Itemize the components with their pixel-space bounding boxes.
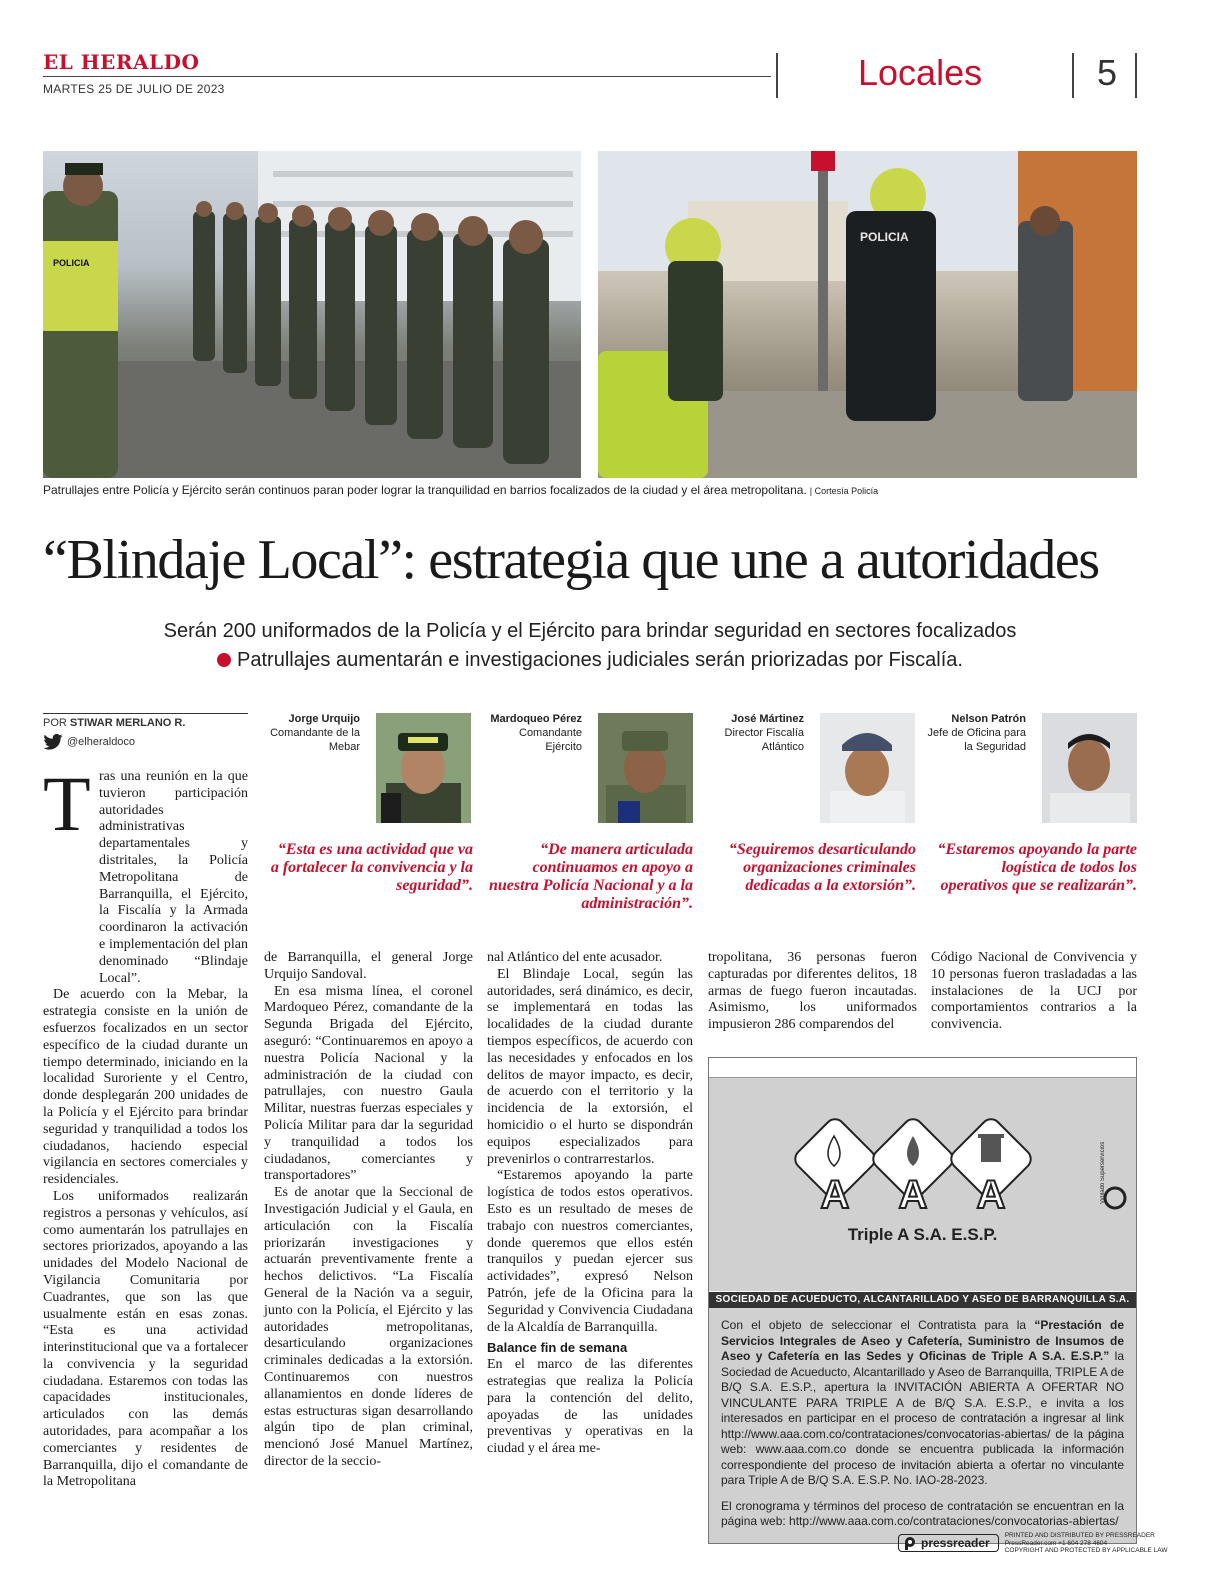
- ad-text: la Sociedad de Acueducto, Alcantarillado y Aseo de Barranquilla, TRIPLE A de B/Q S.A. E.S.P., apertura la INVITACIÓN ABIERTA A OFERTAR NO VINCULANTE PARA TRIPLE A de B/Q S.A. E.S.P., e invita a los interesados en participar en el proceso de contratación a ingresar al link http://www.aaa.com.co/contrataciones/convocatorias-abiertas/ de la página web: www.aaa.com.co donde se encuentra publicada la información correspondiente del proceso de invitación abierta a ofertar no vinculante para Triple A de B/Q S.A. E.S.P. No. IAO-28-2023.: [721, 1349, 1124, 1487]
- article-column-4: [708, 950, 917, 1034]
- pull-quote-martinez: “Seguiremos desarticulando organizaciones criminales dedicadas a la extorsión”.: [728, 841, 916, 894]
- paragraph: De acuerdo con la Mebar, la estrategia consiste en la unión de esfuerzos focalizados en un sector específico de la ciudad durante un tiempo determinado, iniciando en la localidad Suroriente y el Centro, donde desplegarán 200 unidades de la Policía y el Ejército para brindar seguridad y tranquilidad a todos los ciudadanos, haciendo especial vigilancia en sectores comerciales y residenciales.: [43, 987, 248, 1188]
- subheadline-text: Patrullajes aumentarán e investigaciones judiciales serán priorizadas por Fiscalía.: [237, 649, 963, 671]
- pull-quote-urquijo: “Esta es una actividad que va a fortalecer la convivencia y la seguridad”.: [270, 841, 473, 894]
- caption-text: Patrullajes entre Policía y Ejército serán continuos paran poder lograr la tranquilidad en barrios focalizados de la ciudad y el área metropolitana.: [43, 483, 807, 497]
- ad-text: Con el objeto de seleccionar el Contratista para la: [721, 1318, 1035, 1332]
- profile-name-martinez: [700, 712, 804, 754]
- portrait-patron: [1042, 713, 1137, 823]
- paragraph: de Barranquilla, el general Jorge Urquijo Sandoval.: [264, 950, 473, 982]
- photo-police-patrol: [598, 151, 1137, 478]
- byline: [43, 717, 185, 729]
- byline-rule: [43, 713, 248, 714]
- profile-name: José Mártinez: [731, 713, 804, 725]
- portrait-perez: [598, 713, 693, 823]
- ad-text-bold: “Prestación de Servicios Integrales de Aseo y Cafetería, Suministro de Insumos de Aseo y Cafetería en las Sedes y Oficinas de Triple A S.A. E.S.P.”: [721, 1318, 1125, 1363]
- article-column-5: [931, 950, 1137, 1034]
- paragraph: En el marco de las diferentes estrategias que realiza la Policía para la contención del delito, apoyadas de las unidades preventivas y operativas en la ciudad y el área me-: [487, 1357, 693, 1457]
- svg-text:A: A: [820, 1173, 850, 1217]
- pull-quote-patron: “Estaremos apoyando la parte logística de todos los operativos que se realizarán”.: [937, 841, 1137, 894]
- footer-line: PRINTED AND DISTRIBUTED BY PRESSREADER: [1004, 1532, 1155, 1539]
- ad-vigilado: Vigilado Superservicios: [1100, 1141, 1106, 1205]
- article-column-2: [264, 950, 473, 1471]
- pressreader-icon: [903, 1536, 917, 1550]
- twitter-bird-icon: [43, 734, 63, 750]
- twitter-handle-text: @elheraldoco: [67, 736, 136, 748]
- footer-line: COPYRIGHT AND PROTECTED BY APPLICABLE LAW: [1004, 1547, 1168, 1554]
- profile-name: Nelson Patrón: [951, 713, 1026, 725]
- profile-name: Mardoqueo Pérez: [490, 713, 582, 725]
- profile-role: Director Fiscalía Atlántico: [724, 727, 804, 753]
- pressreader-brand: pressreader: [921, 1536, 990, 1551]
- photo-police-patrol-illustration: [598, 151, 1137, 478]
- article-headline: “Blindaje Local”: estrategia que une a autoridades: [43, 529, 1099, 591]
- ad-logo-panel: [709, 1077, 1136, 1291]
- profile-name-perez: [485, 712, 582, 754]
- pressreader-logo: [898, 1534, 999, 1552]
- paragraph: [43, 760, 248, 987]
- pressreader-info: [1005, 1532, 1168, 1555]
- portrait-perez-illustration: [598, 713, 693, 823]
- paragraph: El Blindaje Local, según las autoridades, será dinámico, es decir, se implementará en todas las localidades de la ciudad durante tiempos específicos, de acuerdo con las necesidades y enfocados en los delitos de mayor impacto, es decir, de acuerdo con el territorio y la incidencia de la extorsión, el homicidio o el hurto se dispondrán equipos especializados para prevenirlos o contrarrestarlos.: [487, 966, 693, 1167]
- profile-role: Comandante Ejército: [519, 727, 582, 753]
- vest-label: POLICIA: [860, 230, 909, 244]
- paragraph: tropolitana, 36 personas fueron capturadas por diferentes delitos, 18 armas de fuego fueron incautadas. Asimismo, los uniformados impusieron 286 comparendos del: [708, 950, 917, 1033]
- paragraph: Los uniformados realizarán registros a personas y vehículos, así como aumentarán los patrullajes en sectores priorizados, apoyando a las unidades del Modelo Nacional de Vigilancia Comunitaria por Cuadrantes, que son las que usualmente están en esas zonas. “Esta es una actividad interinstitucional que va a fortalecer la convivencia y la seguridad ciudadana. Estaremos con todas las capacidades institucionales, articulados con las demás autoridades, para acompañar a los comerciantes y residentes de Barranquilla, dijo el comandante de la Metropolitana: [43, 1188, 248, 1490]
- profile-role: Comandante de la Mebar: [270, 727, 360, 753]
- portrait-patron-illustration: [1042, 713, 1137, 823]
- photo-credit: | Cortesía Policía: [809, 486, 879, 496]
- photo-police-formation-illustration: [43, 151, 581, 478]
- ad-paragraph: [721, 1318, 1124, 1489]
- svg-text:A: A: [976, 1173, 1006, 1217]
- portrait-martinez-illustration: [820, 713, 915, 823]
- portrait-martinez: [820, 713, 915, 823]
- paragraph-text: ras una reunión en la que tuvieron participación autoridades administrativas departamentales y distritales, la Policía Metropolitana de Barranquilla, el Ejército, la Fiscalía y la Armada coordinaron la activación e implementación del plan denominado “Blindaje Local”.: [99, 769, 248, 986]
- header-divider: [1135, 53, 1137, 98]
- svg-text:A: A: [898, 1173, 928, 1217]
- paragraph: nal Atlántico del ente acusador.: [487, 950, 663, 965]
- subheadline: [43, 649, 1137, 672]
- subheadline: Serán 200 uniformados de la Policía y el Ejército para brindar seguridad en sectores focalizados: [163, 620, 1017, 642]
- pressreader-footer: [898, 1532, 1168, 1555]
- newspaper-logo: EL HERALDO: [43, 50, 200, 74]
- ad-company-name: Triple A S.A. E.S.P.: [847, 1225, 998, 1244]
- subsection-heading: Balance fin de semana: [487, 1340, 628, 1356]
- photo-police-formation: [43, 151, 581, 478]
- vest-label: POLICIA: [53, 258, 90, 268]
- paragraph: Es de anotar que la Seccional de Investigación Judicial y el Gaula, en articulación con la Fiscalía priorizarán investigaciones y actuarán preventivamente frente a hechos delictivos. “La Fiscalía General de la Nación va a seguir, junto con la Policía, el Ejército y las autoridades metropolitanas, desarticulando organizaciones criminales dedicadas a la extorsión. Continuaremos con nuestros allanamientos en donde líderes de estas estructuras sigan desarrollando algún tipo de plan criminal, mencionó José Manuel Martínez, director de la seccio-: [264, 1185, 473, 1469]
- profile-role: Jefe de Oficina para la Seguridad: [927, 727, 1026, 753]
- issue-date: MARTES 25 DE JULIO DE 2023: [43, 82, 225, 96]
- twitter-handle[interactable]: [43, 734, 135, 750]
- advertisement-triple-a: [708, 1057, 1137, 1544]
- profile-name-patron: [922, 712, 1026, 754]
- profile-name: Jorge Urquijo: [288, 713, 360, 725]
- profile-name-urquijo: [256, 712, 360, 754]
- photo-caption: [43, 483, 878, 497]
- drop-cap: T: [43, 760, 91, 847]
- header-divider: [776, 53, 778, 98]
- byline-author: STIWAR MERLANO R.: [69, 717, 186, 729]
- paragraph: Código Nacional de Convivencia y 10 personas fueron trasladadas a las instalaciones de la UCJ por comportamientos contrarios a la convivencia.: [931, 950, 1137, 1033]
- page-number: 5: [1097, 52, 1118, 93]
- byline-prefix: POR: [43, 717, 67, 729]
- article-column-3: [487, 950, 693, 1458]
- triple-a-logo: [709, 1078, 1136, 1223]
- ad-paragraph: El cronograma y términos del proceso de contratación se encuentran en la página web: http://www.aaa.com.co/contrataciones/convocatorias-abiertas/: [721, 1498, 1124, 1528]
- red-bullet-icon: [217, 653, 231, 667]
- portrait-urquijo-illustration: [376, 713, 471, 823]
- article-column-1: [43, 760, 248, 1491]
- pull-quote-perez: “De manera articulada continuamos en apoyo a nuestra Policía Nacional y a la administración”.: [489, 841, 693, 912]
- ad-body: [709, 1308, 1136, 1543]
- section-title: Locales: [858, 52, 983, 93]
- header-rule: [43, 76, 771, 77]
- paragraph: En esa misma línea, el coronel Mardoqueo Pérez, comandante de la Segunda Brigada del Ejército, aseguró: “Continuaremos en apoyo a nuestra Policía Nacional y la administración de la ciudad con patrullajes, con nuestro Gaula Militar, nuestras fuerzas especiales y Policía Militar para dar la seguridad y tranquilidad a todos los ciudadanos, comerciantes y transportadores”: [264, 983, 473, 1184]
- header-divider: [1072, 53, 1074, 98]
- paragraph: “Estaremos apoyando la parte logística de todos estos operativos. Esto es un resultado de meses de trabajo con nuestros comerciantes, donde queremos que ellos estén tranquilos y puedan ejercer sus actividades”, expresó Nelson Patrón, jefe de la Oficina para la Seguridad y Convivencia Ciudadana de la Alcaldía de Barranquilla.: [487, 1168, 693, 1335]
- ad-company-band: SOCIEDAD DE ACUEDUCTO, ALCANTARILLADO Y ASEO DE BARRANQUILLA S.A.: [709, 1292, 1136, 1308]
- footer-line: PressReader.com +1 604 278 4604: [1004, 1539, 1108, 1547]
- portrait-urquijo: [376, 713, 471, 823]
